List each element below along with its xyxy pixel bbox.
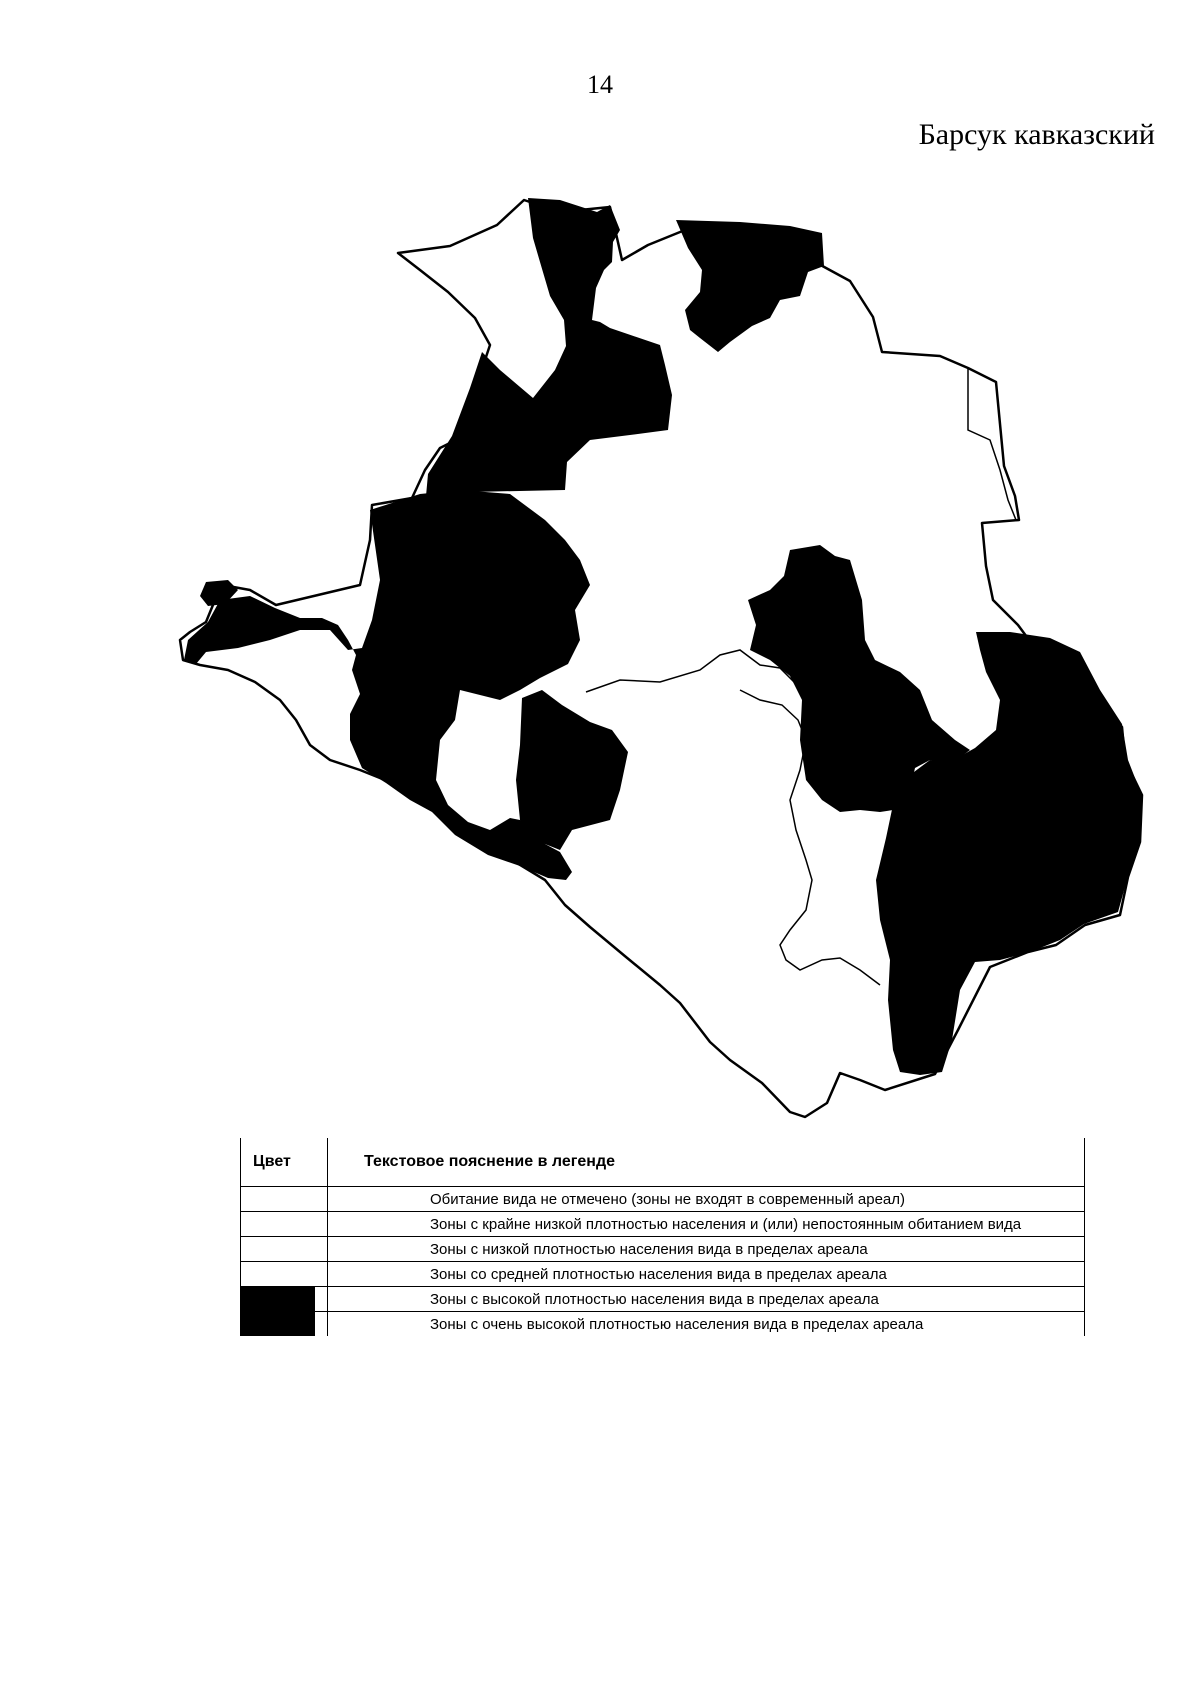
zone-south-east — [876, 632, 1142, 1075]
zone-north-central — [676, 220, 824, 352]
inner-boundaries — [586, 368, 1016, 985]
legend-table — [240, 1138, 1085, 1336]
region-outline — [180, 200, 1142, 1117]
legend-row — [241, 1287, 1085, 1312]
legend-label: Зоны с низкой плотностью населения вида в пределах ареала — [328, 1237, 1085, 1262]
legend-swatch — [241, 1287, 328, 1312]
page-number: 14 — [587, 70, 613, 99]
high-density-zones — [184, 198, 1142, 1075]
legend-header-text: Текстовое пояснение в легенде — [328, 1138, 1085, 1187]
legend-row — [241, 1187, 1085, 1212]
species-title: Барсук кавказский — [918, 118, 1155, 151]
zone-center-east — [748, 545, 970, 812]
map-legend — [240, 1138, 1085, 1336]
legend-row — [241, 1237, 1085, 1262]
zone-south-west — [516, 690, 628, 850]
legend-label: Зоны с очень высокой плотностью населения вида в пределах ареала — [328, 1312, 1085, 1337]
legend-label: Зоны с высокой плотностью населения вида в пределах ареала — [328, 1287, 1085, 1312]
legend-swatch — [241, 1212, 328, 1237]
legend-row — [241, 1262, 1085, 1287]
legend-label: Зоны со средней плотностью населения вида в пределах ареала — [328, 1262, 1085, 1287]
legend-label: Обитание вида не отмечено (зоны не входят в современный ареал) — [328, 1187, 1085, 1212]
legend-label: Зоны с крайне низкой плотностью населения и (или) непостоянным обитанием вида — [328, 1212, 1085, 1237]
zone-west — [184, 490, 590, 880]
legend-swatch — [241, 1237, 328, 1262]
zone-north-west — [426, 198, 672, 496]
legend-swatch — [241, 1187, 328, 1212]
legend-header-color: Цвет — [241, 1138, 328, 1187]
legend-row — [241, 1212, 1085, 1237]
legend-swatch — [241, 1262, 328, 1287]
zone-west-peninsula — [200, 580, 238, 606]
legend-swatch — [241, 1312, 328, 1337]
zone-south-east-strip — [902, 804, 950, 905]
legend-header-row — [241, 1138, 1085, 1187]
legend-row — [241, 1312, 1085, 1337]
